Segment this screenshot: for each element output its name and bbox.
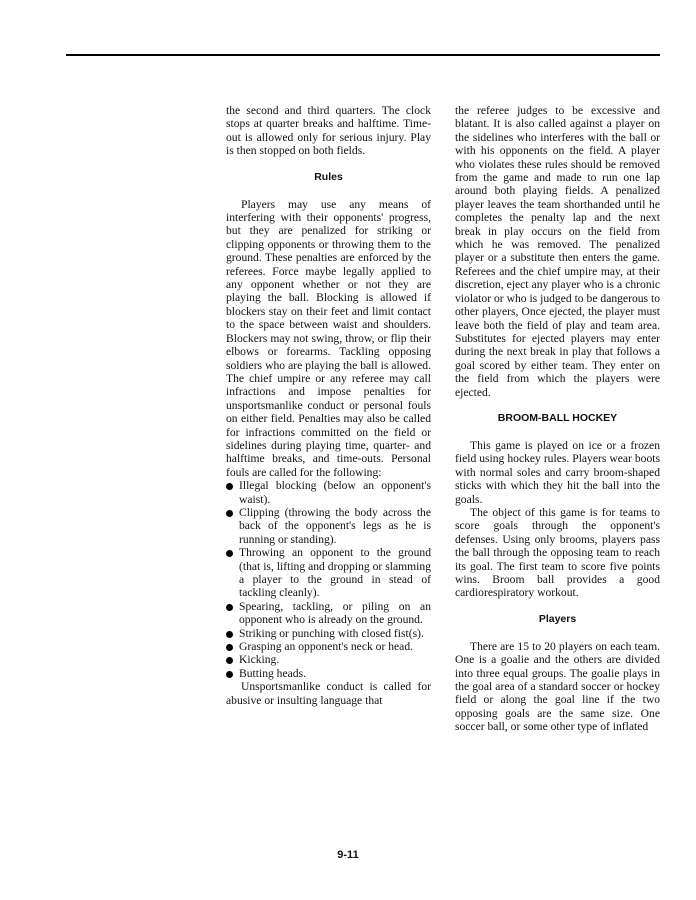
- bullet-icon: [226, 604, 233, 611]
- intro-paragraph: the second and third quarters. The clock stops at quarter breaks and halftime. Time-out is allowed only for serious injury. Play is then stopped on both fields.: [226, 104, 431, 158]
- bullet-icon: [226, 550, 233, 557]
- bullet-icon: [226, 671, 233, 678]
- foul-item: Butting heads.: [226, 667, 431, 680]
- broomball-paragraph-2: The object of this game is for teams to score goals through the opponent's defenses. Using only brooms, players pass the ball through the opposing team to reach its goal. The first team to score five points wins. Broom ball provides a good cardiorespiratory workout.: [455, 505, 660, 600]
- bullet-icon: [226, 644, 233, 651]
- fouls-list: [226, 479, 431, 680]
- rules-paragraph: Players may use any means of interfering with their opponents' progress, but they are penalized for striking or clipping opponents or throwing them to the ground. These penalties are enforced by the referees. Force maybe legally applied to any opponent whether or not they are playing the ball. Blocking is allowed if blockers stay on their feet and limit contact to the space between waist and shoulders. Blockers may not swing, throw, or flip their elbows or forearms. Tackling opposing soldiers who are playing the ball is allowed. The chief umpire or any referee may call infractions and impose penalties for unsportsmanlike conduct or personal fouls on either field. Penalties may also be called for infractions committed on the field or sidelines during playing time, quarter- and halftime breaks, and time-outs. Personal fouls are called for the following:: [226, 197, 431, 479]
- foul-item: Kicking.: [226, 653, 431, 666]
- page-number: 9-11: [337, 849, 359, 861]
- bullet-icon: [226, 657, 233, 664]
- unsportsmanlike-paragraph: Unsportsmanlike conduct is called for abusive or insulting language that: [226, 680, 431, 707]
- bullet-icon: [226, 631, 233, 638]
- foul-item: Illegal blocking (below an opponent's waist).: [226, 479, 431, 506]
- right-column: [455, 104, 660, 734]
- bullet-icon: [226, 510, 233, 517]
- broomball-heading: BROOM-BALL HOCKEY: [497, 411, 618, 424]
- rules-heading: Rules: [314, 170, 343, 183]
- foul-item: Spearing, tackling, or piling on an opponent who is already on the ground.: [226, 600, 431, 627]
- players-paragraph: There are 15 to 20 players on each team. One is a goalie and the others are divided into three equal groups. The goalie plays in the goal area of a standard soccer or hockey field or along the goal line if the two opposing goals are the same size. One soccer ball, or some other type of inflated: [455, 639, 660, 734]
- foul-item: Grasping an opponent's neck or head.: [226, 640, 431, 653]
- continued-paragraph: the referee judges to be excessive and blatant. It is also called against a player on the sidelines who interferes with the ball or with his opponents on the field. A player who violates these rules should be removed from the game and made to run one lap around both playing fields. A penalized player leaves the team shorthanded until he completes the penalty lap and the next break in play occurs on the field from which he was removed. The penalized player or a substitute then enters the game. Referees and the chief umpire may, at their discretion, eject any player who is a chronic violator or who is judged to be dangerous to other players, Once ejected, the player must leave both the field of play and team area. Substitutes for ejected players may enter during the next break in play that follows a goal scored by either team. They enter on the field from which the players were ejected.: [455, 104, 660, 399]
- foul-item: Clipping (throwing the body across the back of the opponent's legs as he is running or standing).: [226, 506, 431, 546]
- top-rule: [66, 54, 660, 56]
- bullet-icon: [226, 483, 233, 490]
- players-heading: Players: [538, 612, 577, 625]
- foul-item: Throwing an opponent to the ground (that is, lifting and dropping or slamming a player to the ground in stead of tackling cleanly).: [226, 546, 431, 600]
- left-column: [226, 104, 431, 707]
- broomball-paragraph-1: This game is played on ice or a frozen field using hockey rules. Players wear boots with normal soles and carry broom-shaped sticks with which they hit the ball into the goals.: [455, 438, 660, 506]
- foul-item: Striking or punching with closed fist(s).: [226, 627, 431, 640]
